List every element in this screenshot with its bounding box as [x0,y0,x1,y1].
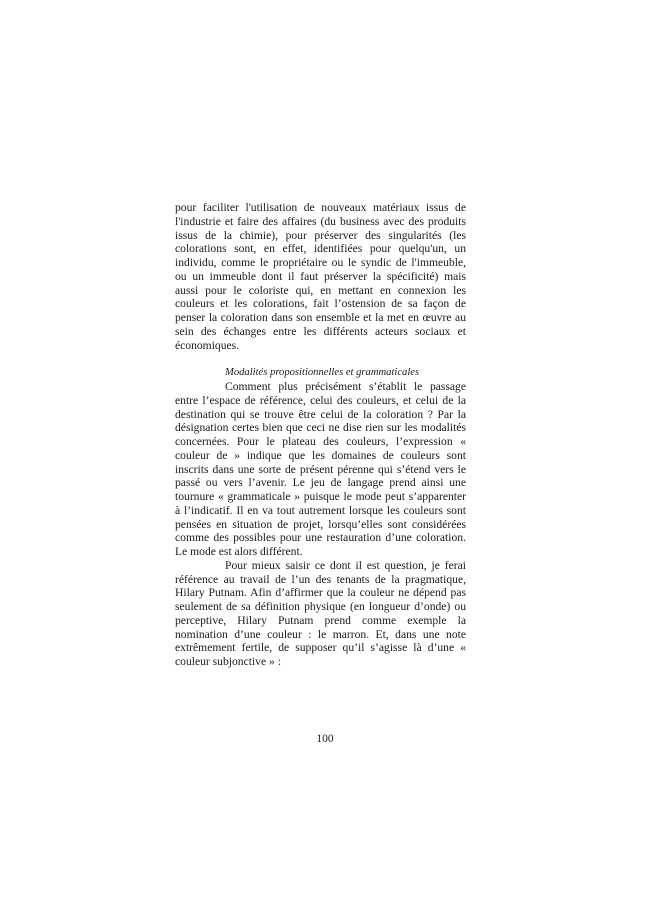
page-body [175,201,466,669]
paragraph: Comment plus précisément s’établit le passage entre l’espace de référence, celui des couleurs, et celui de la destination qui se trouve être celui de la coloration ? Par la désignation certes bien que ceci ne dise rien sur les modalités concernées. Pour le plateau des couleurs, l’expression « couleur de » indique que les domaines de couleurs sont inscrits dans une sorte de présent pérenne qui s’étend vers le passé ou vers l’avenir. Le jeu de langage prend ainsi une tournure « grammaticale » puisque le mode peut s’apparenter à l’indicatif. Il en va tout autrement lorsque les couleurs sont pensées en situation de projet, lorsqu’elles sont considérées comme des possibles pour une restauration d’une coloration. Le mode est alors différent. [175,380,466,558]
section-gap [175,352,466,366]
section-subheading: Modalités propositionnelles et grammaticales [225,367,420,379]
paragraph-continuation: pour faciliter l'utilisation de nouveaux matériaux issus de l'industrie et faire des affaires (du business avec des produits issus de la chimie), pour préserver des singularités (les colorations sont, en effet, identifiées pour quelqu'un, un individu, comme le propriétaire ou le syndic de l'immeuble, ou un immeuble dont il faut préserver la spécificité) mais aussi pour le coloriste qui, en mettant en connexion les couleurs et les colorations, fait l’ostension de sa façon de penser la coloration dans son ensemble et la met en œuvre au sein des échanges entre les différents acteurs sociaux et économiques. [175,201,466,352]
page-number: 100 [316,733,334,745]
paragraph: Pour mieux saisir ce dont il est question, je ferai référence au travail de l’un des tenants de la pragmatique, Hilary Putnam. Afin d’affirmer que la couleur ne dépend pas seulement de sa définition physique (en longueur d’onde) ou perceptive, Hilary Putnam prend comme exemple la nomination d’une couleur : le marron. Et, dans une note extrêmement fertile, de supposer qu’il s’agisse là d’une « couleur subjonctive » : [175,558,466,668]
